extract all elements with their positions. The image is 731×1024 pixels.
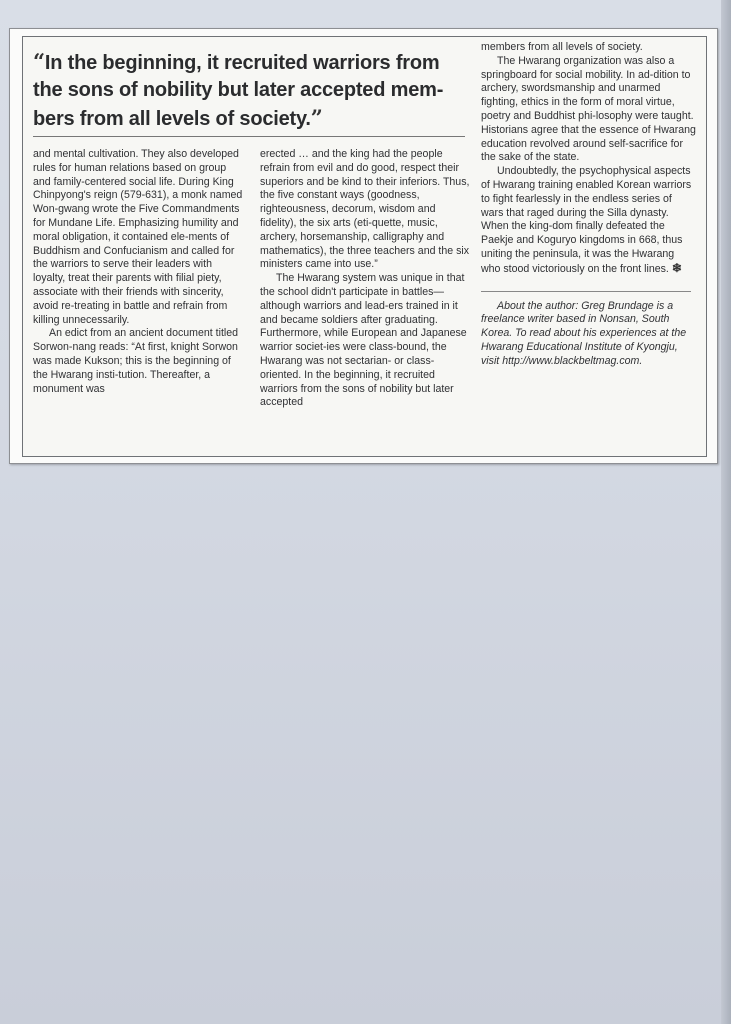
column-2-paragraph-1: erected … and the king had the people refrain from evil and do good, respect their superiors and be kind to their inferiors. Thus, the five constant ways (goodness, righteousness, decorum, wisdom and fidelity), the six arts (eti-quette, music, archery, horsemanship, calligraphy and mathematics), the three teachers and the six ministers came into use.” [260, 148, 470, 271]
pull-quote-text: In the beginning, it recruited warriors from the sons of nobility but later accepted mem-bers from all levels of society. [33, 52, 444, 130]
column-3-paragraph-2: The Hwarang organization was also a springboard for social mobility. In ad-dition to archery, swordsmanship and unarmed fighting, ethics in the form of moral virtue, poetry and Buddhist phi-losophy were taught. Historians agree that the essence of Hwarang education revolved around self-sacrifice for the sake of the state. [481, 54, 696, 164]
column-3-paragraph-3 [481, 165, 696, 276]
column-3 [481, 41, 696, 369]
article-clipping [9, 28, 718, 464]
close-quote-mark: ” [310, 105, 323, 130]
column-2-paragraph-2: The Hwarang system was unique in that the school didn't participate in battles—although warriors and lead-ers trained in it and became soldiers after graduating. Furthermore, while European and Japanese warrior societ-ies were class-bound, the Hwarang was not sectarian- or class-oriented. In the beginning, it recruited warriors from the sons of nobility but later accepted [260, 272, 467, 409]
pull-quote [33, 48, 471, 133]
author-divider [481, 291, 691, 292]
pull-quote-divider [33, 136, 465, 137]
open-quote-mark: “ [33, 49, 45, 74]
end-mark-icon: ❄ [671, 260, 682, 275]
column-3-paragraph-3-text: Undoubtedly, the psychophysical aspects of Hwarang training enabled Korean warriors to fight fearlessly in the endless series of wars that raged during the Silla dynasty. When the king-dom finally defeated the Paekje and Koguryo kingdoms in 668, thus uniting the peninsula, it was the Hwarang who stood victoriously on the front lines. [481, 165, 692, 275]
author-bio: About the author: Greg Brundage is a freelance writer based in Nonsan, South Korea. To read about his experiences at the Hwarang Educational Institute of Kyongju, visit http://www.blackbeltmag.com. [481, 299, 687, 367]
page-edge [721, 0, 731, 1024]
column-1-paragraph-2: An edict from an ancient document titled Sorwon-nang reads: “At first, knight Sorwon was made Kukson; this is the beginning of the Hwarang insti-tution. Thereafter, a monument was [33, 327, 239, 395]
column-1 [33, 148, 245, 396]
column-3-paragraph-1: members from all levels of society. [481, 41, 643, 53]
article-frame [22, 36, 707, 457]
column-2 [260, 148, 470, 410]
column-1-paragraph-1: and mental cultivation. They also developed rules for human relations based on group and family-centered social life. During King Chinpyong's reign (579-631), a monk named Won-gwang wrote the Five Commandments for Mundane Life. Emphasizing humility and moral obligation, it contained ele-ments of Buddhism and Confucianism and called for the warriors to serve their leaders with loyalty, treat their parents with filial piety, associate with their friends with sincerity, avoid re-treating in battle and refrain from killing unnecessarily. [33, 148, 243, 326]
